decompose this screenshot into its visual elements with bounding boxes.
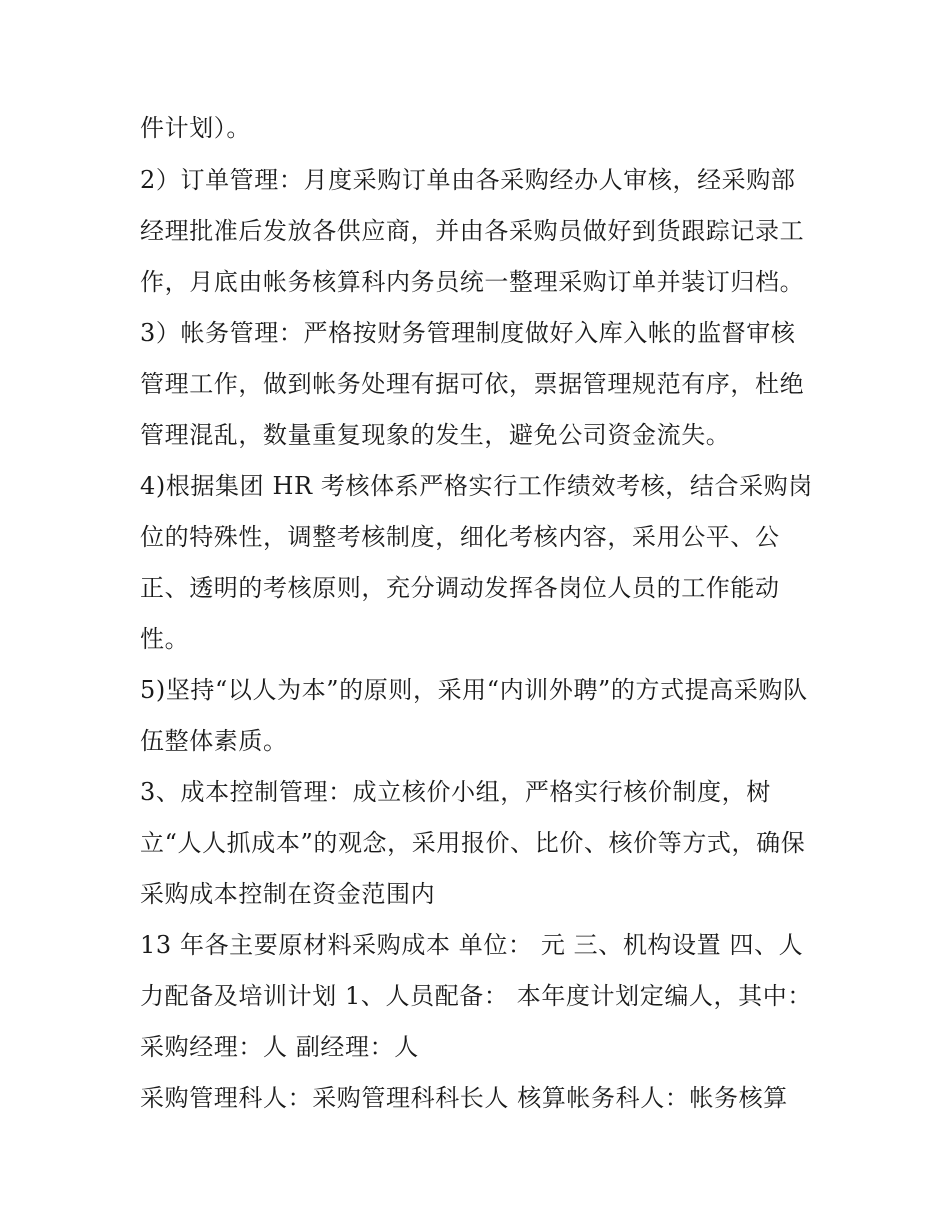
- text-line: 力配备及培训计划 1、人员配备： 本年度计划定编人，其中：: [140, 982, 812, 1010]
- text-line: 采购成本控制在资金范围内: [140, 880, 436, 908]
- text-line: 3）帐务管理：严格按财务管理制度做好入库入帐的监督审核: [140, 319, 796, 347]
- text-line: 管理工作，做到帐务处理有据可依，票据管理规范有序，杜绝: [140, 370, 805, 398]
- text-line: 作，月底由帐务核算科内务员统一整理采购订单并装订归档。: [140, 268, 805, 296]
- text-line: 5)坚持“以人为本”的原则，采用“内训外聘”的方式提高采购队: [140, 676, 808, 704]
- text-line: 性。: [140, 625, 190, 653]
- text-line: 正、透明的考核原则，充分调动发挥各岗位人员的工作能动: [140, 574, 780, 602]
- text-line: 立“人人抓成本”的观念，采用报价、比价、核价等方式，确保: [140, 829, 806, 857]
- text-line: 采购管理科人：采购管理科科长人 核算帐务科人：帐务核算: [140, 1084, 788, 1112]
- text-line: 伍整体素质。: [140, 727, 288, 755]
- text-line: 4)根据集团 HR 考核体系严格实行工作绩效考核，结合采购岗: [140, 472, 813, 500]
- text-line: 位的特殊性，调整考核制度，细化考核内容，采用公平、公: [140, 523, 780, 551]
- text-line: 经理批准后发放各供应商，并由各采购员做好到货跟踪记录工: [140, 217, 805, 245]
- text-line: 采购经理：人 副经理：人: [140, 1033, 419, 1061]
- text-line: 13 年各主要原材料采购成本 单位： 元 三、机构设置 四、人: [140, 931, 804, 959]
- text-line: 管理混乱，数量重复现象的发生，避免公司资金流失。: [140, 421, 731, 449]
- text-line: 件计划）。: [140, 114, 251, 142]
- text-line: 3、成本控制管理：成立核价小组，严格实行核价制度，树: [140, 778, 771, 806]
- text-line: 2）订单管理：月度采购订单由各采购经办人审核，经采购部: [140, 166, 796, 194]
